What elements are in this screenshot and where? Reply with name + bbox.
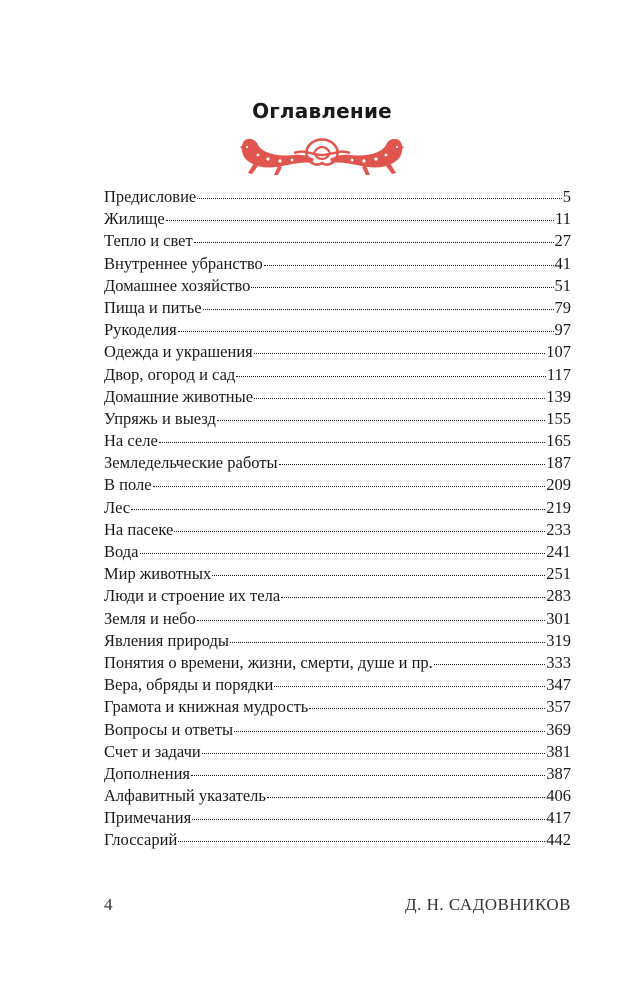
dragon-ornament-icon: [238, 133, 406, 177]
toc-entry-title: Домашнее хозяйство: [104, 275, 251, 295]
toc-entry-page: 417: [546, 808, 571, 828]
toc-entry-page: 139: [546, 386, 571, 406]
toc-entry[interactable]: [104, 253, 571, 275]
page-title: Оглавление: [252, 99, 392, 123]
toc-entry-page: 347: [546, 675, 571, 695]
toc-entry-title: Алфавитный указатель: [104, 786, 266, 806]
toc-entry[interactable]: [104, 230, 571, 252]
toc-entry-page: 107: [546, 342, 571, 362]
toc-entry[interactable]: [104, 275, 571, 297]
toc-entry[interactable]: [104, 474, 571, 496]
toc-entry[interactable]: [104, 208, 571, 230]
toc-entry-page: 369: [546, 719, 571, 739]
toc-leader-dots: [281, 593, 545, 598]
running-header-author: Д. Н. САДОВНИКОВ: [405, 895, 571, 914]
toc-leader-dots: [234, 727, 545, 732]
toc-entry[interactable]: [104, 452, 571, 474]
toc-entry-page: 219: [546, 497, 571, 517]
toc-entry-title: Тепло и свет: [104, 231, 193, 251]
toc-entry-title: Глоссарий: [104, 830, 178, 850]
toc-entry[interactable]: [104, 497, 571, 519]
toc-leader-dots: [202, 749, 546, 754]
toc-entry[interactable]: [104, 585, 571, 607]
toc-leader-dots: [274, 682, 545, 687]
toc-leader-dots: [140, 549, 546, 554]
toc-leader-dots: [264, 261, 554, 266]
toc-entry-page: 241: [546, 542, 571, 561]
toc-entry[interactable]: [104, 608, 571, 630]
toc-entry-page: 165: [546, 431, 571, 451]
toc-leader-dots: [166, 216, 554, 221]
toc-entry-page: 301: [546, 608, 571, 628]
toc-leader-dots: [251, 283, 553, 288]
toc-entry-title: На пасеке: [104, 519, 174, 539]
toc-leader-dots: [212, 571, 545, 576]
toc-entry[interactable]: [104, 408, 571, 430]
toc-entry-title: Упряжь и выезд: [104, 408, 216, 428]
toc-entry-title: Предисловие: [104, 187, 197, 206]
toc-entry-title: Вода: [104, 542, 139, 561]
toc-leader-dots: [131, 505, 545, 510]
toc-leader-dots: [236, 372, 546, 377]
toc-entry-page: 381: [546, 741, 571, 761]
toc-entry-title: Одежда и украшения: [104, 342, 253, 362]
toc-entry-title: Внутреннее убранство: [104, 253, 263, 273]
toc-entry[interactable]: [104, 719, 571, 741]
toc-entry-title: Явления природы: [104, 630, 229, 650]
toc-leader-dots: [197, 616, 546, 621]
toc-entry-title: Жилище: [104, 209, 165, 229]
toc-entry[interactable]: [104, 386, 571, 408]
toc-entry-title: Домашние животные: [104, 386, 254, 406]
toc-entry-page: 5: [562, 187, 571, 206]
toc-entry[interactable]: [104, 741, 571, 763]
toc-entry-page: 387: [546, 763, 571, 783]
toc-entry[interactable]: [104, 807, 571, 829]
toc-entry[interactable]: [104, 319, 571, 341]
toc-entry-page: 97: [554, 320, 571, 340]
toc-entry-page: 209: [546, 475, 571, 495]
toc-leader-dots: [159, 438, 545, 443]
toc-entry[interactable]: [104, 430, 571, 452]
toc-entry-title: Грамота и книжная мудрость: [104, 697, 309, 717]
toc-leader-dots: [217, 416, 545, 421]
toc-entry-page: 283: [546, 586, 571, 606]
toc-entry[interactable]: [104, 674, 571, 696]
toc-entry-title: Земледельческие работы: [104, 453, 278, 473]
toc-leader-dots: [178, 837, 545, 842]
toc-entry-page: 27: [554, 231, 571, 251]
toc-leader-dots: [279, 460, 546, 465]
toc-leader-dots: [192, 815, 545, 820]
toc-leader-dots: [254, 394, 545, 399]
toc-entry-page: 251: [546, 564, 571, 584]
toc-entry[interactable]: [104, 541, 571, 563]
toc-entry[interactable]: [104, 186, 571, 208]
toc-entry[interactable]: [104, 630, 571, 652]
toc-entry-title: Двор, огород и сад: [104, 364, 236, 384]
toc-entry-page: 79: [554, 297, 571, 317]
toc-entry[interactable]: [104, 785, 571, 807]
toc-leader-dots: [434, 660, 545, 665]
toc-entry[interactable]: [104, 563, 571, 585]
toc-entry[interactable]: [104, 652, 571, 674]
toc-leader-dots: [230, 638, 545, 643]
toc-entry-title: Вера, обряды и порядки: [104, 675, 274, 695]
toc-entry-title: Люди и строение их тела: [104, 586, 281, 606]
toc-entry-page: 357: [546, 697, 571, 717]
toc-leader-dots: [194, 238, 554, 243]
toc-leader-dots: [153, 482, 546, 487]
toc-entry-title: На селе: [104, 431, 158, 451]
page-number: 4: [104, 895, 113, 914]
toc-entry-page: 41: [554, 253, 571, 273]
toc-entry-title: Пища и питье: [104, 297, 202, 317]
toc-entry-page: 233: [546, 519, 571, 539]
toc-entry-page: 155: [546, 408, 571, 428]
toc-entry[interactable]: [104, 341, 571, 363]
toc-entry[interactable]: [104, 364, 571, 386]
toc-entry-page: 51: [554, 275, 571, 295]
toc-entry[interactable]: [104, 519, 571, 541]
toc-entry-page: 187: [546, 453, 571, 473]
toc-entry-page: 333: [546, 652, 571, 672]
toc-entry-title: Мир животных: [104, 564, 212, 584]
toc-leader-dots: [203, 305, 554, 310]
toc-entry-page: 319: [546, 630, 571, 650]
toc-entry-page: 117: [546, 364, 571, 384]
toc-entry[interactable]: [104, 696, 571, 718]
toc-leader-dots: [174, 527, 545, 532]
table-of-contents: [104, 186, 571, 852]
toc-entry-title: Вопросы и ответы: [104, 719, 234, 739]
toc-leader-dots: [309, 704, 545, 709]
toc-entry-title: Земля и небо: [104, 608, 196, 628]
toc-entry-title: Дополнения: [104, 763, 191, 783]
toc-entry-title: Рукоделия: [104, 320, 177, 340]
toc-leader-dots: [197, 194, 562, 199]
toc-entry-title: В поле: [104, 475, 152, 495]
toc-entry[interactable]: [104, 829, 571, 851]
toc-entry[interactable]: [104, 763, 571, 785]
toc-entry-title: Понятия о времени, жизни, смерти, душе и пр.: [104, 652, 433, 672]
toc-leader-dots: [178, 327, 554, 332]
toc-entry-page: 442: [546, 830, 571, 850]
toc-leader-dots: [191, 771, 545, 776]
toc-entry-title: Счет и задачи: [104, 741, 201, 761]
toc-entry-page: 11: [555, 209, 571, 229]
toc-entry-page: 406: [546, 786, 571, 806]
toc-leader-dots: [254, 349, 546, 354]
toc-entry[interactable]: [104, 297, 571, 319]
toc-leader-dots: [267, 793, 545, 798]
toc-entry-title: Примечания: [104, 808, 192, 828]
toc-entry-title: Лес: [104, 497, 131, 517]
